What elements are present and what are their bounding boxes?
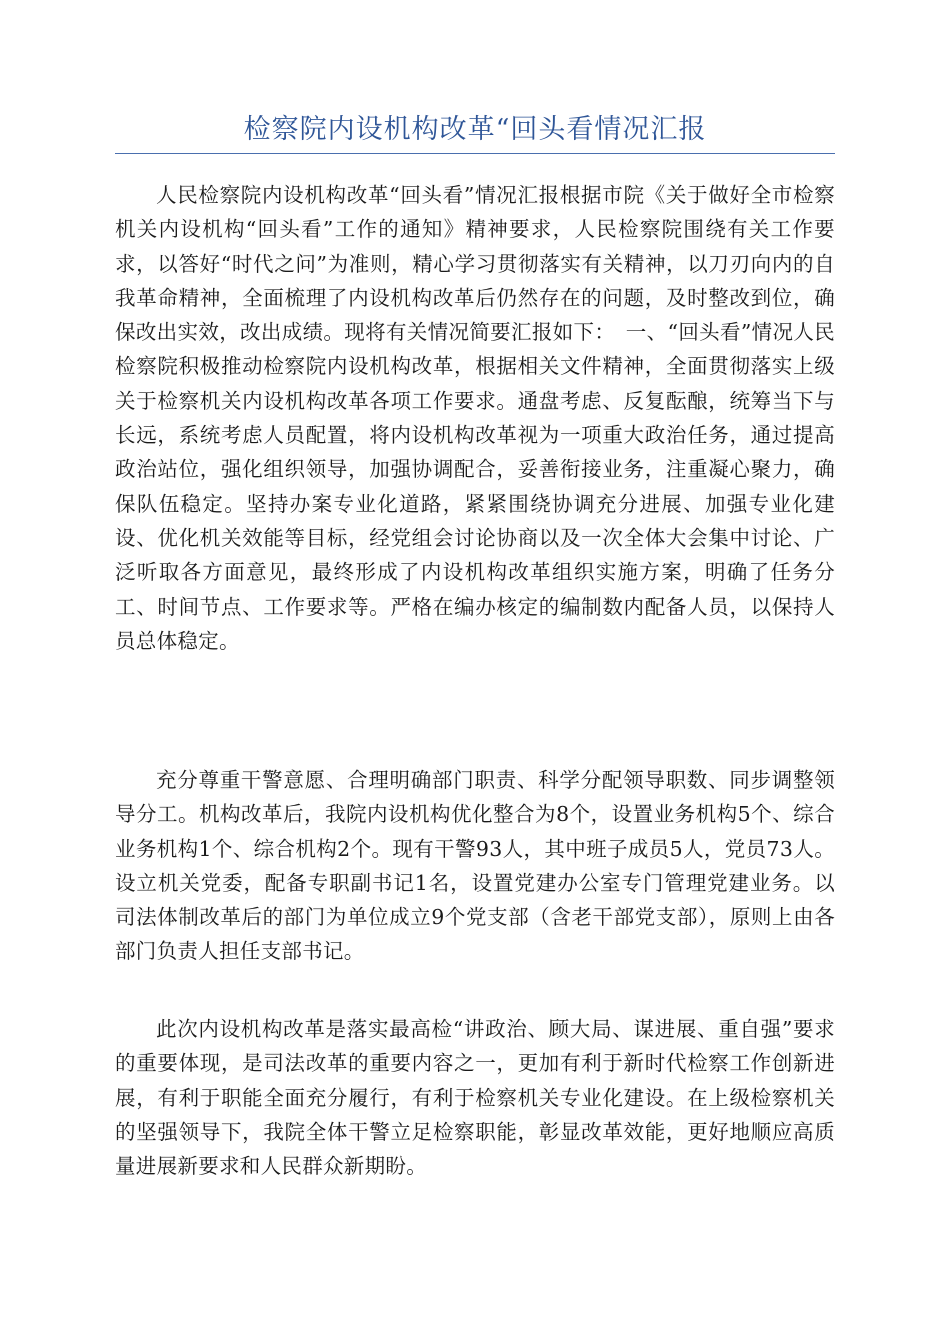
paragraph-1: 人民检察院内设机构改革“回头看”情况汇报根据市院《关于做好全市检察机关内设机构“回头看”工作的通知》精神要求，人民检察院围绕有关工作要求，以答好“时代之问”为准则，精心学习贯彻落实有关精神，以刀刃向内的自我革命精神，全面梳理了内设机构改革后仍然存在的问题，及时整改到位，确保改出实效，改出成绩。现将有关情况简要汇报如下： 一、“回头看”情况人民检察院积极推动检察院内设机构改革，根据相关文件精神，全面贯彻落实上级关于检察机关内设机构改革各项工作要求。通盘考虑、反复酝酿，统筹当下与长远，系统考虑人员配置，将内设机构改革视为一项重大政治任务，通过提高政治站位，强化组织领导，加强协调配合，妥善衔接业务，注重凝心聚力，确保队伍稳定。坚持办案专业化道路，紧紧围绕协调充分进展、加强专业化建设、优化机关效能等目标，经党组会讨论协商以及一次全体大会集中讨论、广泛听取各方面意见，最终形成了内设机构改革组织实施方案，明确了任务分工、时间节点、工作要求等。严格在编办核定的编制数内配备人员，以保持人员总体稳定。 (115, 183, 835, 653)
paragraph-3: 此次内设机构改革是落实最高检“讲政治、顾大局、谋进展、重自强”要求的重要体现，是司法改革的重要内容之一，更加有利于新时代检察工作创新进展，有利于职能全面充分履行，有利于检察机关专业化建设。在上级检察机关的坚强领导下，我院全体干警立足检察职能，彰显改革效能，更好地顺应高质量进展新要求和人民群众新期盼。 (115, 1017, 835, 1179)
title-underline (115, 153, 835, 154)
document-title: 检察院内设机构改革“回头看情况汇报 (243, 114, 707, 145)
paragraph-2: 充分尊重干警意愿、合理明确部门职责、科学分配领导职数、同步调整领导分工。机构改革后，我院内设机构优化整合为8个，设置业务机构5个、综合业务机构1个、综合机构2个。现有干警93人，其中班子成员5人，党员73人。设立机关党委，配备专职副书记1名，设置党建办公室专门管理党建业务。以司法体制改革后的部门为单位成立9个党支部（含老干部党支部），原则上由各部门负责人担任支部书记。 (115, 768, 835, 964)
